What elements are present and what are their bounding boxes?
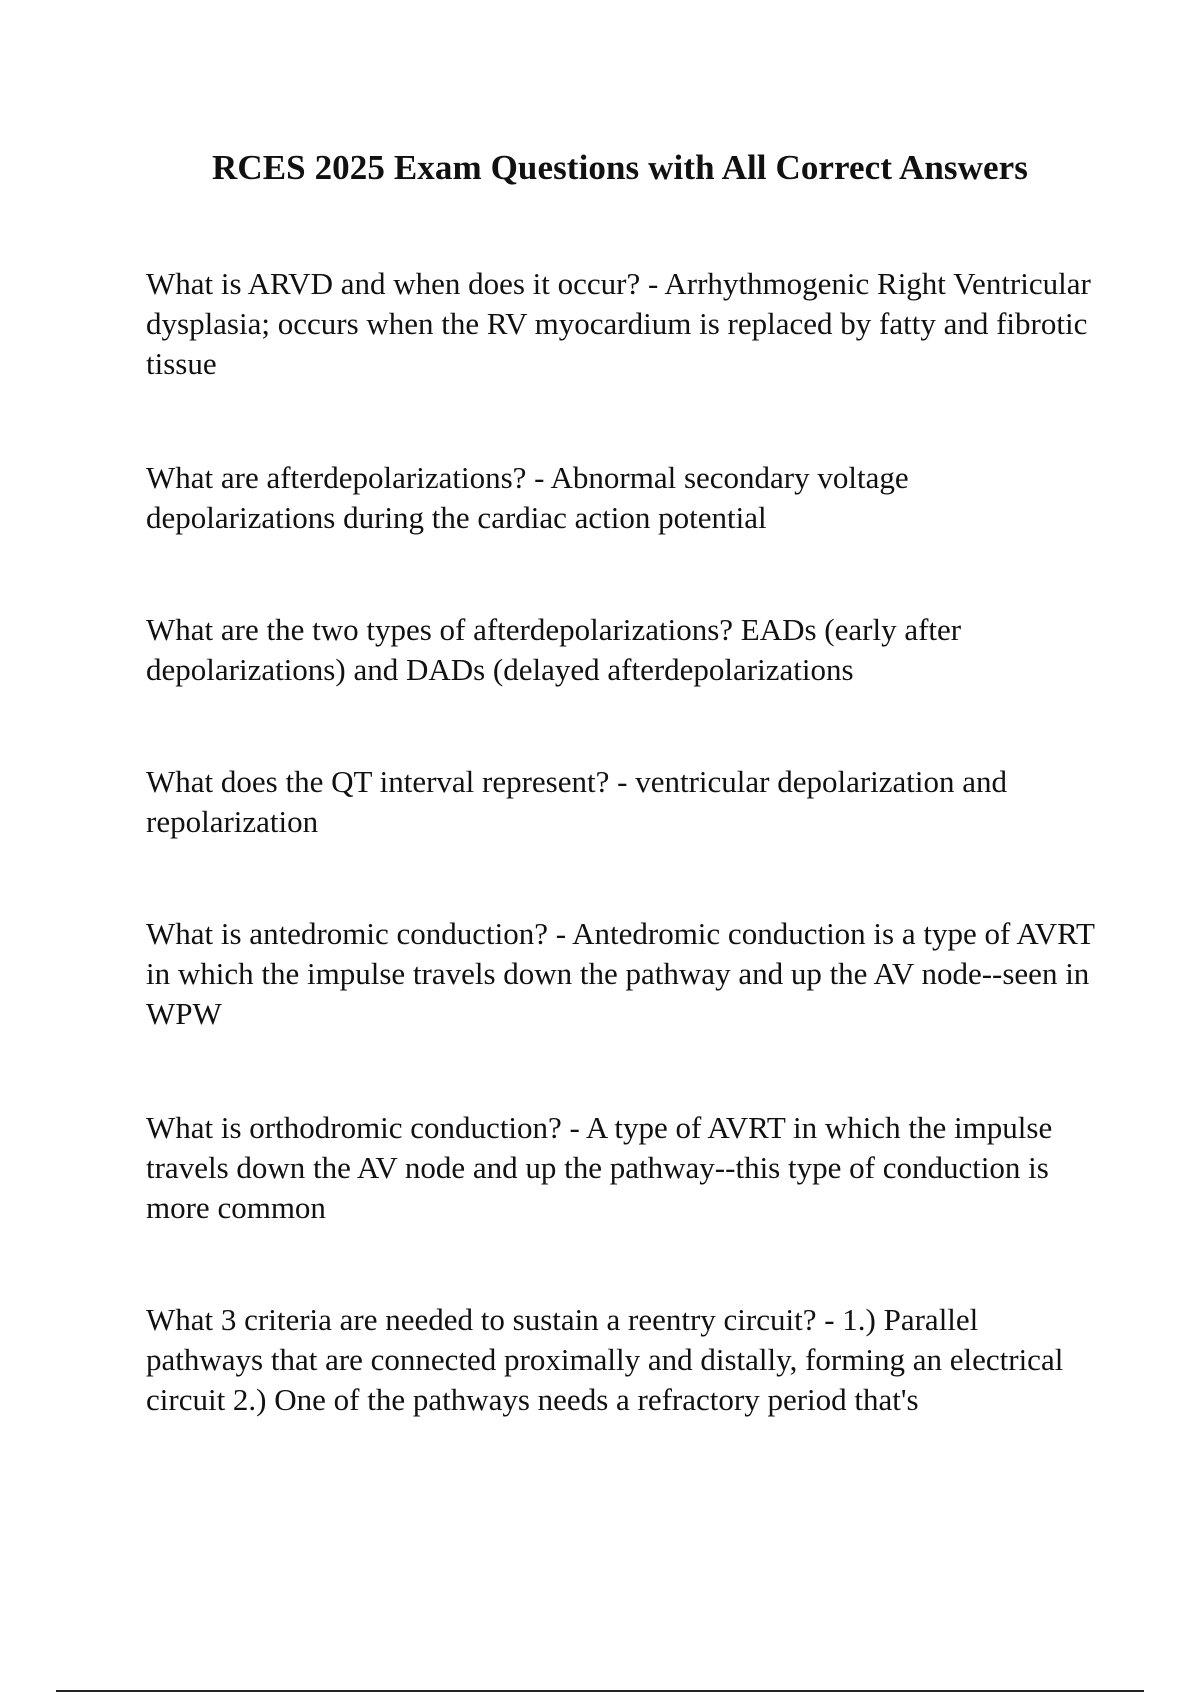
- footer-divider: [56, 1690, 1144, 1692]
- qa-item-reentry-criteria: What 3 criteria are needed to sustain a reentry circuit? - 1.) Parallel pathways that are connected proximally and distally, forming an electrical circuit 2.) One of the pathways needs a refractory period that's: [146, 1302, 1064, 1417]
- qa-item-arvd: What is ARVD and when does it occur? - Arrhythmogenic Right Ventricular dysplasia; occurs when the RV myocardium is replaced by fatty and fibrotic tissue: [146, 266, 1091, 381]
- qa-item-orthodromic-conduction: What is orthodromic conduction? - A type of AVRT in which the impulse travels down the AV node and up the pathway--this type of conduction is more common: [146, 1110, 1053, 1225]
- qa-item-afterdepolarizations: What are afterdepolarizations? - Abnormal secondary voltage depolarizations during the cardiac action potential: [146, 460, 909, 535]
- qa-item-afterdepolarization-types: What are the two types of afterdepolarizations? EADs (early after depolarizations) and DADs (delayed afterdepolarizations: [146, 612, 962, 687]
- qa-item-qt-interval: What does the QT interval represent? - ventricular depolarization and repolarization: [146, 764, 1008, 839]
- qa-item-antedromic-conduction: What is antedromic conduction? - Antedromic conduction is a type of AVRT in which the impulse travels down the pathway and up the AV node--seen in WPW: [146, 916, 1095, 1031]
- page-title: RCES 2025 Exam Questions with All Correct Answers: [211, 148, 1029, 187]
